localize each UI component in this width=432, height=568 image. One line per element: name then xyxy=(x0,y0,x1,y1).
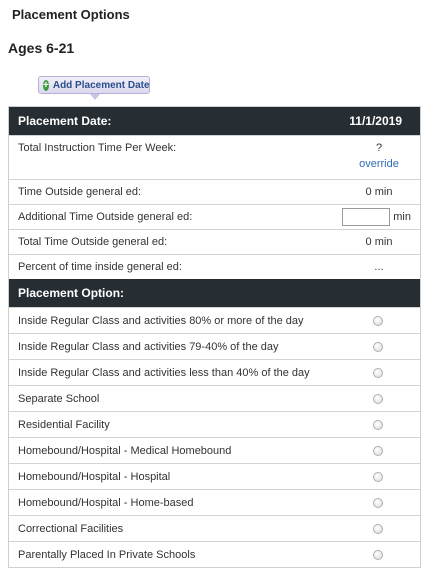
placement-option-label: Correctional Facilities xyxy=(18,522,124,535)
placement-option-radio[interactable] xyxy=(373,368,383,378)
placement-option-label: Placement Option: xyxy=(18,286,125,300)
placement-option-label: Parentally Placed In Private Schools xyxy=(18,548,196,561)
percent-inside-label: Percent of time inside general ed: xyxy=(18,261,182,273)
total-time-outside-value: 0 min xyxy=(365,236,393,248)
additional-time-row xyxy=(9,204,420,229)
total-instruction-label: Total Instruction Time Per Week: xyxy=(18,142,177,154)
time-outside-row xyxy=(9,179,420,204)
add-placement-date-label: Add Placement Date xyxy=(52,79,150,91)
placement-option-row[interactable] xyxy=(9,541,420,567)
placement-option-row[interactable] xyxy=(9,359,420,385)
total-time-outside-row xyxy=(9,229,420,254)
placement-option-row[interactable] xyxy=(9,333,420,359)
placement-option-row[interactable] xyxy=(9,385,420,411)
section-title: Placement Options xyxy=(12,7,130,22)
placement-option-radio[interactable] xyxy=(373,524,383,534)
placement-option-row[interactable] xyxy=(9,411,420,437)
placement-option-label: Inside Regular Class and activities less than 40% of the day xyxy=(18,366,310,379)
additional-time-label: Additional Time Outside general ed: xyxy=(18,211,193,223)
placement-option-row[interactable] xyxy=(9,489,420,515)
placement-option-label: Homebound/Hospital - Hospital xyxy=(18,470,171,483)
placement-option-header xyxy=(9,279,420,307)
placement-option-radio[interactable] xyxy=(373,342,383,352)
placement-option-label: Separate School xyxy=(18,392,100,405)
placement-option-label: Residential Facility xyxy=(18,418,110,431)
placement-option-label: Inside Regular Class and activities 79-40% of the day xyxy=(18,340,279,353)
placement-option-label: Homebound/Hospital - Medical Homebound xyxy=(18,444,232,457)
placement-date-header xyxy=(9,107,420,135)
override-link[interactable]: override xyxy=(359,158,399,170)
percent-inside-value: ... xyxy=(374,261,384,273)
additional-time-input[interactable] xyxy=(342,208,390,226)
time-outside-value: 0 min xyxy=(365,186,393,198)
placement-option-radio[interactable] xyxy=(373,498,383,508)
placement-panel xyxy=(8,106,421,568)
add-placement-date-button[interactable] xyxy=(38,76,150,94)
time-outside-label: Time Outside general ed: xyxy=(18,186,142,198)
placement-option-row[interactable] xyxy=(9,515,420,541)
placement-option-row[interactable] xyxy=(9,437,420,463)
add-icon: + xyxy=(43,79,49,91)
placement-option-radio[interactable] xyxy=(373,550,383,560)
placement-option-radio[interactable] xyxy=(373,420,383,430)
placement-option-label: Inside Regular Class and activities 80% or more of the day xyxy=(18,314,304,327)
total-instruction-row xyxy=(9,135,420,179)
placement-date-value: 11/1/2019 xyxy=(349,114,402,128)
placement-option-label: Homebound/Hospital - Home-based xyxy=(18,496,194,509)
placement-option-radio[interactable] xyxy=(373,316,383,326)
placement-option-row[interactable] xyxy=(9,307,420,333)
total-time-outside-label: Total Time Outside general ed: xyxy=(18,236,168,248)
placement-option-row[interactable] xyxy=(9,463,420,489)
placement-date-label: Placement Date: xyxy=(18,114,112,128)
button-pointer xyxy=(90,94,100,100)
age-group-title: Ages 6-21 xyxy=(8,40,75,56)
additional-time-unit: min xyxy=(393,211,411,223)
placement-option-radio[interactable] xyxy=(373,394,383,404)
placement-option-list xyxy=(9,307,420,567)
percent-inside-row xyxy=(9,254,420,279)
total-instruction-value: ? xyxy=(375,142,383,154)
placement-option-radio[interactable] xyxy=(373,472,383,482)
placement-option-radio[interactable] xyxy=(373,446,383,456)
